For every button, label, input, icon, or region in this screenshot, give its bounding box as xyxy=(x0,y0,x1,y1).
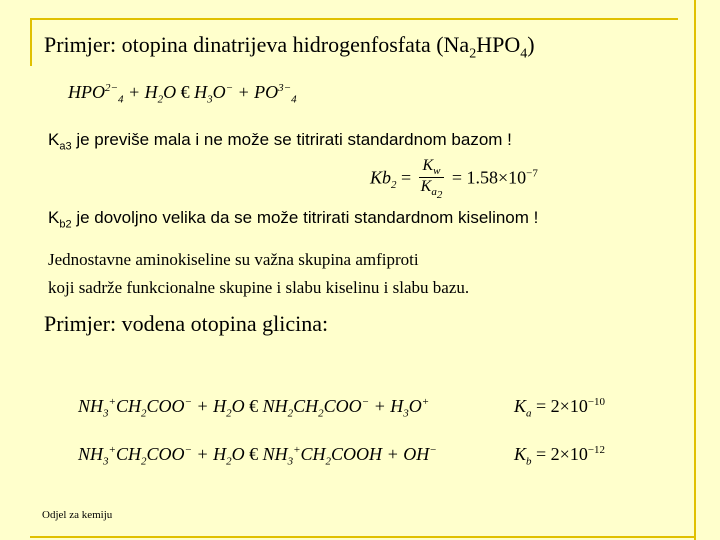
equation-hydrogenphosphate: $HPO^{2-}_4 + H_2O$ € $H_3O^- + PO^{3-}_4$ xyxy=(68,82,297,106)
paragraph-line-1: Jednostavne aminokiseline su važna skupina amfiproti xyxy=(48,250,419,269)
equation-glycine-acid: $NH_3^+CH_2COO^- + H_2O$ € $NH_2CH_2COO^- + H_3O^+$ xyxy=(78,396,430,420)
ka3-statement: $K_{a3}$ je previše mala i ne može se titrirati standardnom bazom ! xyxy=(48,130,512,153)
kb2-formula: $Kb_2$ = $\frac{K_w}{K_{a_2}}$ = $1.58\times 10^{-7}$ xyxy=(370,157,538,202)
ka-value: $K_a = 2\times 10^{-10}$ xyxy=(514,396,606,420)
kb2-fraction: $\frac{K_w}{K_{a_2}}$ xyxy=(420,157,443,202)
frame-left-line xyxy=(30,18,32,66)
paragraph-line-2: koji sadrže funkcionalne skupine i slabu kiselinu i slabu bazu. xyxy=(48,278,470,297)
kb-value: $K_b = 2\times 10^{-12}$ xyxy=(514,444,606,468)
frame-top-line xyxy=(30,18,678,20)
frame-right-line xyxy=(694,0,696,540)
frame-bottom-line xyxy=(30,536,694,538)
footer-department: Odjel za kemiju xyxy=(42,509,113,521)
equation-glycine-base: $NH_3^+CH_2COO^- + H_2O$ € $NH_3^+CH_2COOH + OH^-$ xyxy=(78,444,437,468)
kb2-statement: $K_{b2}$ je dovoljno velika da se može titrirati standardnom kiselinom ! xyxy=(48,208,539,231)
example-subtitle: Primjer: vodena otopina glicina: xyxy=(44,311,329,336)
slide-title: Primjer: otopina dinatrijeva hidrogenfosfata $(Na_2HPO_4)$ xyxy=(44,32,535,62)
